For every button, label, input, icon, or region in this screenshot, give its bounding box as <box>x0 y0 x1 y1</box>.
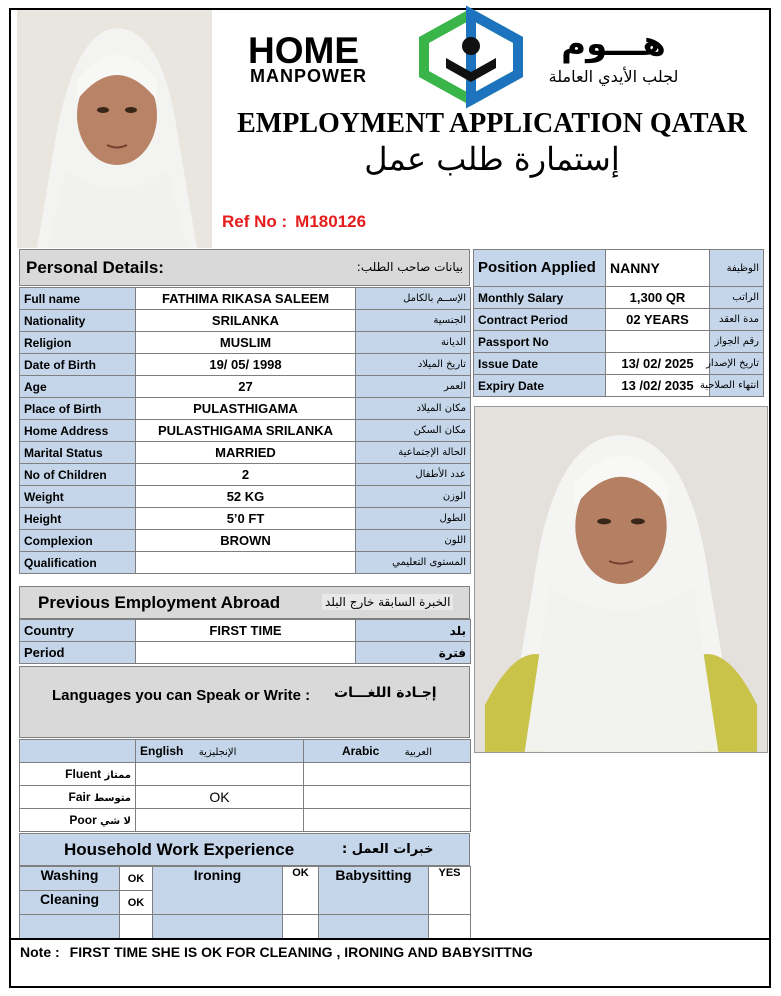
previous-employment-heading <box>19 586 470 619</box>
field-label-ar: اللون <box>356 530 471 552</box>
logo-subtitle-en: MANPOWER <box>250 66 367 86</box>
field-label-ar: تاريخ الإصدار <box>710 353 764 375</box>
lang-english-header <box>136 740 304 763</box>
company-logo <box>248 12 698 104</box>
field-label: Nationality <box>20 310 136 332</box>
table-row <box>20 740 471 763</box>
table-row <box>20 552 471 574</box>
household-table <box>19 866 471 939</box>
field-value: 13 /02/ 2035 <box>606 375 710 397</box>
field-label: Contract Period <box>474 309 606 331</box>
field-value: MUSLIM <box>136 332 356 354</box>
note-label: Note : <box>20 944 60 960</box>
logo-name-ar: هـــوم <box>561 24 666 64</box>
languages-heading <box>19 666 470 738</box>
table-row <box>20 809 471 832</box>
level-ar: ممتاز <box>104 770 131 781</box>
washing-value: OK <box>120 867 153 891</box>
field-value: MARRIED <box>136 442 356 464</box>
arabic-ar: العربية <box>404 747 433 758</box>
english-ar: الإنجليزية <box>198 747 237 758</box>
field-label-ar: عدد الأطفال <box>356 464 471 486</box>
personal-details-heading <box>19 249 470 286</box>
field-value: 27 <box>136 376 356 398</box>
field-label-ar: الوزن <box>356 486 471 508</box>
portrait-image <box>17 10 212 248</box>
level-ar: لا شي <box>100 816 131 827</box>
cleaning-label: Cleaning <box>20 891 120 915</box>
field-label: Height <box>20 508 136 530</box>
table-row <box>474 353 764 375</box>
applicant-photo-full <box>474 406 768 753</box>
table-row <box>20 915 471 939</box>
household-heading-en: Household Work Experience <box>64 840 295 859</box>
field-label: Religion <box>20 332 136 354</box>
personal-details-table <box>19 287 471 574</box>
arabic-level-value <box>304 809 471 832</box>
table-row <box>20 332 471 354</box>
note-divider <box>11 938 769 940</box>
field-label-ar: تاريخ الميلاد <box>356 354 471 376</box>
babysitting-value: YES <box>429 867 471 915</box>
field-value <box>136 552 356 574</box>
table-row <box>20 486 471 508</box>
field-label: Marital Status <box>20 442 136 464</box>
field-label-ar: مكان الميلاد <box>356 398 471 420</box>
ironing-label: Ironing <box>153 867 283 915</box>
arabic-en: Arabic <box>341 744 380 758</box>
applicant-photo-portrait <box>17 10 212 248</box>
table-row <box>20 398 471 420</box>
lang-corner <box>20 740 136 763</box>
ref-number <box>222 212 366 232</box>
field-label: Home Address <box>20 420 136 442</box>
personal-heading-en: Personal Details: <box>26 258 164 277</box>
field-label: Qualification <box>20 552 136 574</box>
personal-heading-ar: بيانات صاحب الطلب: <box>356 260 463 274</box>
field-value: 02 YEARS <box>606 309 710 331</box>
field-value: 1,300 QR <box>606 287 710 309</box>
field-label-ar: الحالة الإجتماعية <box>356 442 471 464</box>
field-label-ar: فترة <box>356 642 471 664</box>
table-row <box>20 420 471 442</box>
prev-heading-en: Previous Employment Abroad <box>38 593 281 612</box>
logo-name-en: HOME <box>248 30 359 71</box>
cleaning-value: OK <box>120 891 153 915</box>
field-label: Full name <box>20 288 136 310</box>
level-en: Poor <box>69 813 97 827</box>
field-label: Age <box>20 376 136 398</box>
empty-cell <box>153 915 283 939</box>
field-label-ar: الديانة <box>356 332 471 354</box>
field-label-ar: الراتب <box>710 287 764 309</box>
field-value: FATHIMA RIKASA SALEEM <box>136 288 356 310</box>
field-label-ar: العمر <box>356 376 471 398</box>
field-value <box>606 331 710 353</box>
table-row <box>20 786 471 809</box>
field-value: FIRST TIME <box>136 620 356 642</box>
field-label: Country <box>20 620 136 642</box>
field-label: Complexion <box>20 530 136 552</box>
logo-subtitle-ar: لجلب الأيدي العاملة <box>548 67 679 86</box>
field-value: PULASTHIGAMA <box>136 398 356 420</box>
field-value: 19/ 05/ 1998 <box>136 354 356 376</box>
level-fluent <box>20 763 136 786</box>
table-row <box>20 620 471 642</box>
table-row <box>20 464 471 486</box>
ref-label: Ref No : <box>222 212 288 231</box>
note <box>20 944 533 960</box>
prev-heading-ar: الخبرة السابقة خارج البلد <box>322 594 453 610</box>
table-row <box>20 642 471 664</box>
babysitting-label: Babysitting <box>319 867 429 915</box>
level-en: Fair <box>68 790 91 804</box>
english-level-value <box>136 763 304 786</box>
english-level-value: OK <box>136 786 304 809</box>
field-value: BROWN <box>136 530 356 552</box>
field-label: Date of Birth <box>20 354 136 376</box>
field-value: 52 KG <box>136 486 356 508</box>
field-value: 2 <box>136 464 356 486</box>
field-label: Monthly Salary <box>474 287 606 309</box>
table-row <box>474 250 764 287</box>
field-label-ar: مدة العقد <box>710 309 764 331</box>
field-label-ar: رقم الجواز <box>710 331 764 353</box>
field-label: Expiry Date <box>474 375 606 397</box>
note-text: FIRST TIME SHE IS OK FOR CLEANING , IRONING AND BABYSITTNG <box>69 944 533 960</box>
languages-heading-ar: إجـادة اللغـــات <box>334 685 437 701</box>
table-row <box>20 508 471 530</box>
languages-table <box>19 739 471 832</box>
field-value: 13/ 02/ 2025 <box>606 353 710 375</box>
table-row <box>474 309 764 331</box>
languages-heading-en: Languages you can Speak or Write : <box>52 687 311 704</box>
table-row <box>20 763 471 786</box>
field-label: Weight <box>20 486 136 508</box>
field-value: PULASTHIGAMA SRILANKA <box>136 420 356 442</box>
english-en: English <box>140 744 184 758</box>
form-title-en: EMPLOYMENT APPLICATION QATAR <box>237 108 747 139</box>
lang-arabic-header <box>304 740 471 763</box>
field-label: Passport No <box>474 331 606 353</box>
english-level-value <box>136 809 304 832</box>
field-value: SRILANKA <box>136 310 356 332</box>
washing-label: Washing <box>20 867 120 891</box>
empty-cell <box>120 915 153 939</box>
table-row <box>474 287 764 309</box>
field-label-ar: الجنسية <box>356 310 471 332</box>
full-photo-image <box>475 407 767 752</box>
arabic-level-value <box>304 786 471 809</box>
position-applied-label: Position Applied <box>474 250 606 287</box>
level-ar: متوسط <box>93 793 131 804</box>
table-row <box>20 442 471 464</box>
field-label-ar: مكان السكن <box>356 420 471 442</box>
table-row <box>474 375 764 397</box>
field-value <box>136 642 356 664</box>
household-heading <box>19 833 470 866</box>
field-label-ar: الإســم بالكامل <box>356 288 471 310</box>
level-poor <box>20 809 136 832</box>
field-value: 5’0 FT <box>136 508 356 530</box>
level-fair <box>20 786 136 809</box>
household-heading-ar: خبرات العمل : <box>342 842 434 857</box>
empty-cell <box>283 915 319 939</box>
table-row <box>20 376 471 398</box>
field-label: No of Children <box>20 464 136 486</box>
table-row <box>20 288 471 310</box>
ref-value: M180126 <box>295 212 367 231</box>
form-title-ar: إستمارة طلب عمل <box>364 140 620 178</box>
field-label-ar: بلد <box>356 620 471 642</box>
table-row <box>20 354 471 376</box>
position-details-table <box>473 249 764 397</box>
field-label-ar: المستوى التعليمي <box>356 552 471 574</box>
field-label: Place of Birth <box>20 398 136 420</box>
level-en: Fluent <box>65 767 102 781</box>
empty-cell <box>20 915 120 939</box>
previous-employment-table <box>19 619 471 664</box>
table-row <box>474 331 764 353</box>
empty-cell <box>319 915 429 939</box>
empty-cell <box>429 915 471 939</box>
table-row <box>20 867 471 891</box>
position-applied-ar: الوظيفة <box>710 250 764 287</box>
table-row <box>20 310 471 332</box>
position-applied-value: NANNY <box>606 250 710 287</box>
ironing-value: OK <box>283 867 319 915</box>
field-label-ar: الطول <box>356 508 471 530</box>
field-label: Period <box>20 642 136 664</box>
arabic-level-value <box>304 763 471 786</box>
table-row <box>20 530 471 552</box>
field-label-ar: انتهاء الصلاحية <box>710 375 764 397</box>
logo-house-icon <box>420 12 522 102</box>
field-label: Issue Date <box>474 353 606 375</box>
